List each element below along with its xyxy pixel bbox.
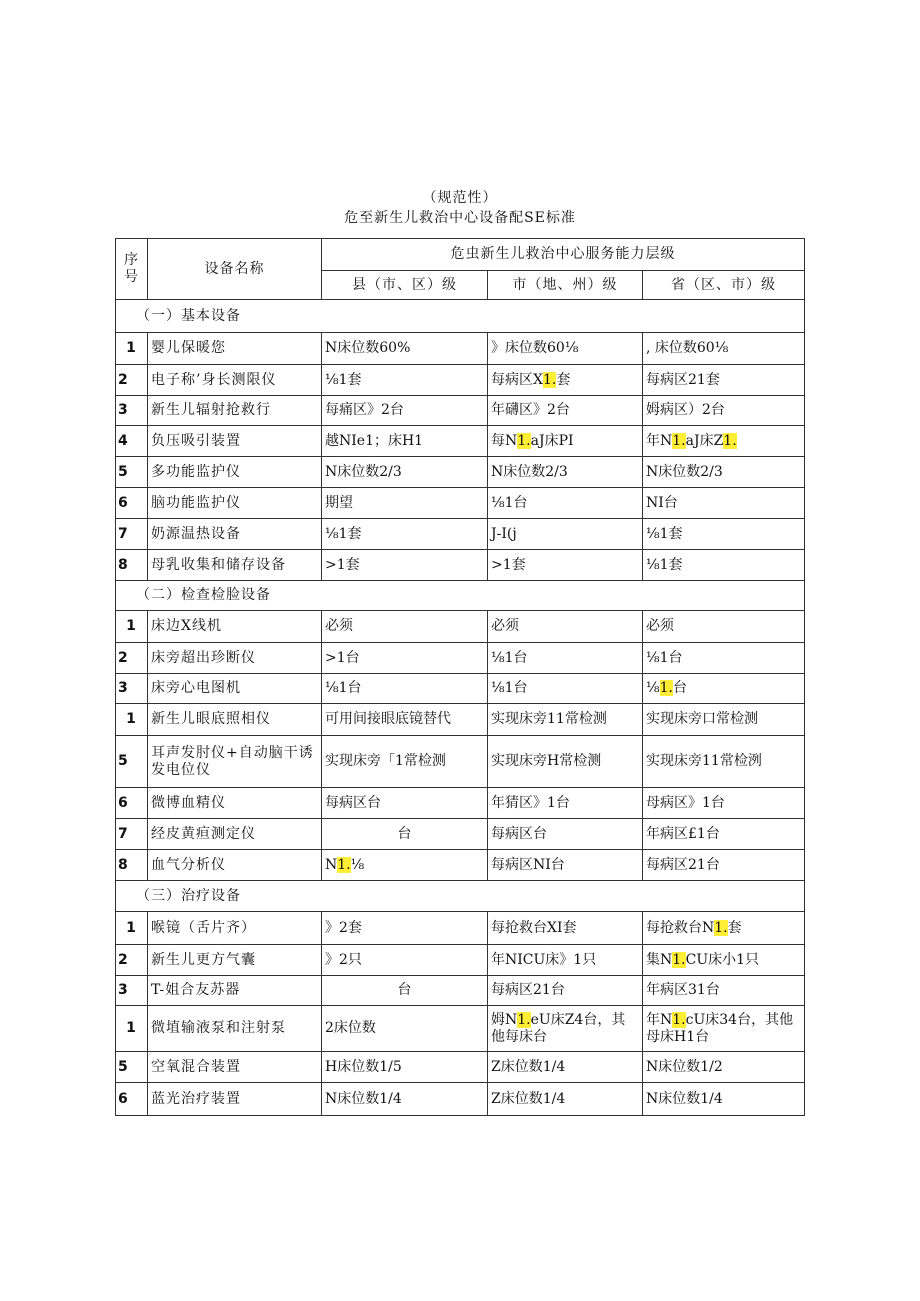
province-requirement: 姆病区）2台 [643,396,805,426]
table-row [116,550,805,581]
city-requirement: 每病区21台 [488,976,643,1006]
equipment-name: 蓝光治疗装置 [148,1083,322,1116]
city-requirement: 年猜区》1台 [488,788,643,819]
table-row [116,976,805,1006]
province-requirement: 集N1.CU床小1只 [643,945,805,976]
row-number: 2 [116,365,148,396]
row-number: 3 [116,976,148,1006]
equipment-name: 床边X线机 [148,611,322,643]
row-number: 3 [116,396,148,426]
equipment-name: 床旁心电图机 [148,674,322,704]
city-requirement: ⅛1台 [488,643,643,674]
table-row [116,643,805,674]
equipment-name: 脑功能监护仪 [148,488,322,519]
row-number: 4 [116,426,148,457]
row-number: 7 [116,819,148,850]
row-number: 5 [116,457,148,488]
province-requirement: , 床位数60⅛ [643,333,805,365]
equipment-name: 母乳收集和储存设备 [148,550,322,581]
city-requirement: 姆N1.eU床Z4台，其他每床台 [488,1006,643,1052]
equipment-name: 电子称’身长测限仪 [148,365,322,396]
equipment-name: 新生儿眼底照相仪 [148,704,322,736]
city-requirement: J-I(j [488,519,643,550]
row-number: 6 [116,488,148,519]
row-number: 1 [116,611,148,643]
county-requirement: 可用间接眼底镜替代 [322,704,488,736]
county-requirement: ⅛1套 [322,519,488,550]
province-requirement: ⅛1.台 [643,674,805,704]
city-requirement: 实现床旁11常检测 [488,704,643,736]
province-requirement: N床位数2/3 [643,457,805,488]
table-row [116,426,805,457]
county-requirement: N床位数2/3 [322,457,488,488]
equipment-name: 新生儿更方气囊 [148,945,322,976]
province-requirement: 每抢救台N1.套 [643,912,805,945]
city-requirement: 每病区台 [488,819,643,850]
header-city: 市（地、州）级 [488,271,643,300]
doc-title: 危至新生儿救治中心设备配SE标准 [344,210,576,226]
county-requirement: N床位数60% [322,333,488,365]
equipment-table [115,238,805,1116]
province-requirement: ⅛1套 [643,550,805,581]
city-requirement: ⅛1台 [488,674,643,704]
table-row [116,674,805,704]
row-number: 1 [116,333,148,365]
table-row [116,1052,805,1083]
header-name: 设备名称 [148,239,322,300]
row-number: 5 [116,1052,148,1083]
table-row [116,333,805,365]
highlight-mark: 1. [672,1011,686,1028]
table-row [116,519,805,550]
province-requirement: N床位数1/2 [643,1052,805,1083]
table-row [116,457,805,488]
province-requirement: 年N1.aJ床Z1. [643,426,805,457]
city-requirement: Z床位数1/4 [488,1052,643,1083]
county-requirement: H床位数1/5 [322,1052,488,1083]
county-requirement: 台 [322,819,488,850]
county-requirement: 2床位数 [322,1006,488,1052]
highlight-mark: 1. [714,919,728,936]
table-row [116,704,805,736]
county-requirement: 每痛区》2台 [322,396,488,426]
row-number: 2 [116,945,148,976]
header-seq: 序号 [116,239,148,300]
highlight-mark: 1. [542,371,557,388]
row-number: 6 [116,788,148,819]
city-requirement: 》床位数60⅛ [488,333,643,365]
equipment-name: 耳声发肘仪+自动脑干诱发电位仪 [148,736,322,788]
county-requirement: ⅛1套 [322,365,488,396]
county-requirement: N床位数1/4 [322,1083,488,1116]
province-requirement: 年N1.cU床34台，其他母床H1台 [643,1006,805,1052]
province-requirement: 母病区》1台 [643,788,805,819]
county-requirement: N1.⅛ [322,850,488,881]
city-requirement: 每抢救台XI套 [488,912,643,945]
table-row [116,912,805,945]
equipment-name: 空氧混合装置 [148,1052,322,1083]
highlight-mark: 1. [723,432,737,449]
city-requirement: >1套 [488,550,643,581]
province-requirement: 年病区31台 [643,976,805,1006]
row-number: 1 [116,912,148,945]
city-requirement: ⅛1台 [488,488,643,519]
row-number: 3 [116,674,148,704]
section-title: （三）治疗设备 [116,881,805,912]
county-requirement: 》2只 [322,945,488,976]
city-requirement: 实现床旁H常检测 [488,736,643,788]
county-requirement: >1套 [322,550,488,581]
county-requirement: 期望 [322,488,488,519]
table-row [116,945,805,976]
province-requirement: ⅛1台 [643,643,805,674]
province-requirement: 每病区21台 [643,850,805,881]
row-number: 1 [116,1006,148,1052]
highlight-mark: 1. [517,432,531,449]
highlight-mark: 1. [337,856,351,873]
row-number: 5 [116,736,148,788]
equipment-name: 微埴输液泵和注射泵 [148,1006,322,1052]
row-number: 6 [116,1083,148,1116]
equipment-name: 血气分析仪 [148,850,322,881]
section-title: （一）基本设备 [116,300,805,333]
table-row [116,850,805,881]
county-requirement: ⅛1台 [322,674,488,704]
city-requirement: 年NICU床》1只 [488,945,643,976]
city-requirement: 必须 [488,611,643,643]
equipment-name: 经皮黄疸测定仪 [148,819,322,850]
province-requirement: 必须 [643,611,805,643]
equipment-name: 婴儿保暖您 [148,333,322,365]
province-requirement: NI台 [643,488,805,519]
table-row [116,819,805,850]
header-level-group: 危虫新生儿救治中心服务能力层级 [322,239,805,271]
equipment-name: 床旁超出珍断仪 [148,643,322,674]
county-requirement: 越NIe1；床H1 [322,426,488,457]
city-requirement: Z床位数1/4 [488,1083,643,1116]
table-row [116,488,805,519]
city-requirement: N床位数2/3 [488,457,643,488]
province-requirement: 年病区£1台 [643,819,805,850]
province-requirement: 实现床旁口常检测 [643,704,805,736]
county-requirement: 实现床旁「1常检测 [322,736,488,788]
header-county: 县（市、区）级 [322,271,488,300]
row-number: 8 [116,850,148,881]
table-row [116,1083,805,1116]
highlight-mark: 1. [672,951,686,968]
county-requirement: 必须 [322,611,488,643]
table-row [116,365,805,396]
highlight-mark: 1. [672,432,686,449]
province-requirement: ⅛1套 [643,519,805,550]
city-requirement: 每病区X1.套 [488,365,643,396]
row-number: 8 [116,550,148,581]
equipment-name: 负压吸引装置 [148,426,322,457]
highlight-mark: 1. [517,1011,531,1028]
province-requirement: 每病区21套 [643,365,805,396]
equipment-name: 奶源温热设备 [148,519,322,550]
doc-subtitle: （规范性） [422,190,498,206]
header-province: 省（区、市）级 [643,271,805,300]
city-requirement: 年礴区》2台 [488,396,643,426]
equipment-name: 新生儿辐射抢救行 [148,396,322,426]
county-requirement: >1台 [322,643,488,674]
section-title: （二）检查检脸设备 [116,581,805,611]
table-row [116,736,805,788]
table-row [116,396,805,426]
row-number: 1 [116,704,148,736]
equipment-name: T-姐合友苏器 [148,976,322,1006]
highlight-mark: 1. [659,680,673,696]
row-number: 2 [116,643,148,674]
province-requirement: 实现床旁11常检洌 [643,736,805,788]
county-requirement: 每病区台 [322,788,488,819]
equipment-name: 喉镜（舌片齐） [148,912,322,945]
county-requirement: 》2套 [322,912,488,945]
county-requirement: 台 [322,976,488,1006]
city-requirement: 每N1.aJ床PI [488,426,643,457]
table-row [116,611,805,643]
row-number: 7 [116,519,148,550]
city-requirement: 每病区NI台 [488,850,643,881]
province-requirement: N床位数1/4 [643,1083,805,1116]
equipment-name: 多功能监护仪 [148,457,322,488]
equipment-name: 微博血精仪 [148,788,322,819]
table-row [116,1006,805,1052]
table-row [116,788,805,819]
